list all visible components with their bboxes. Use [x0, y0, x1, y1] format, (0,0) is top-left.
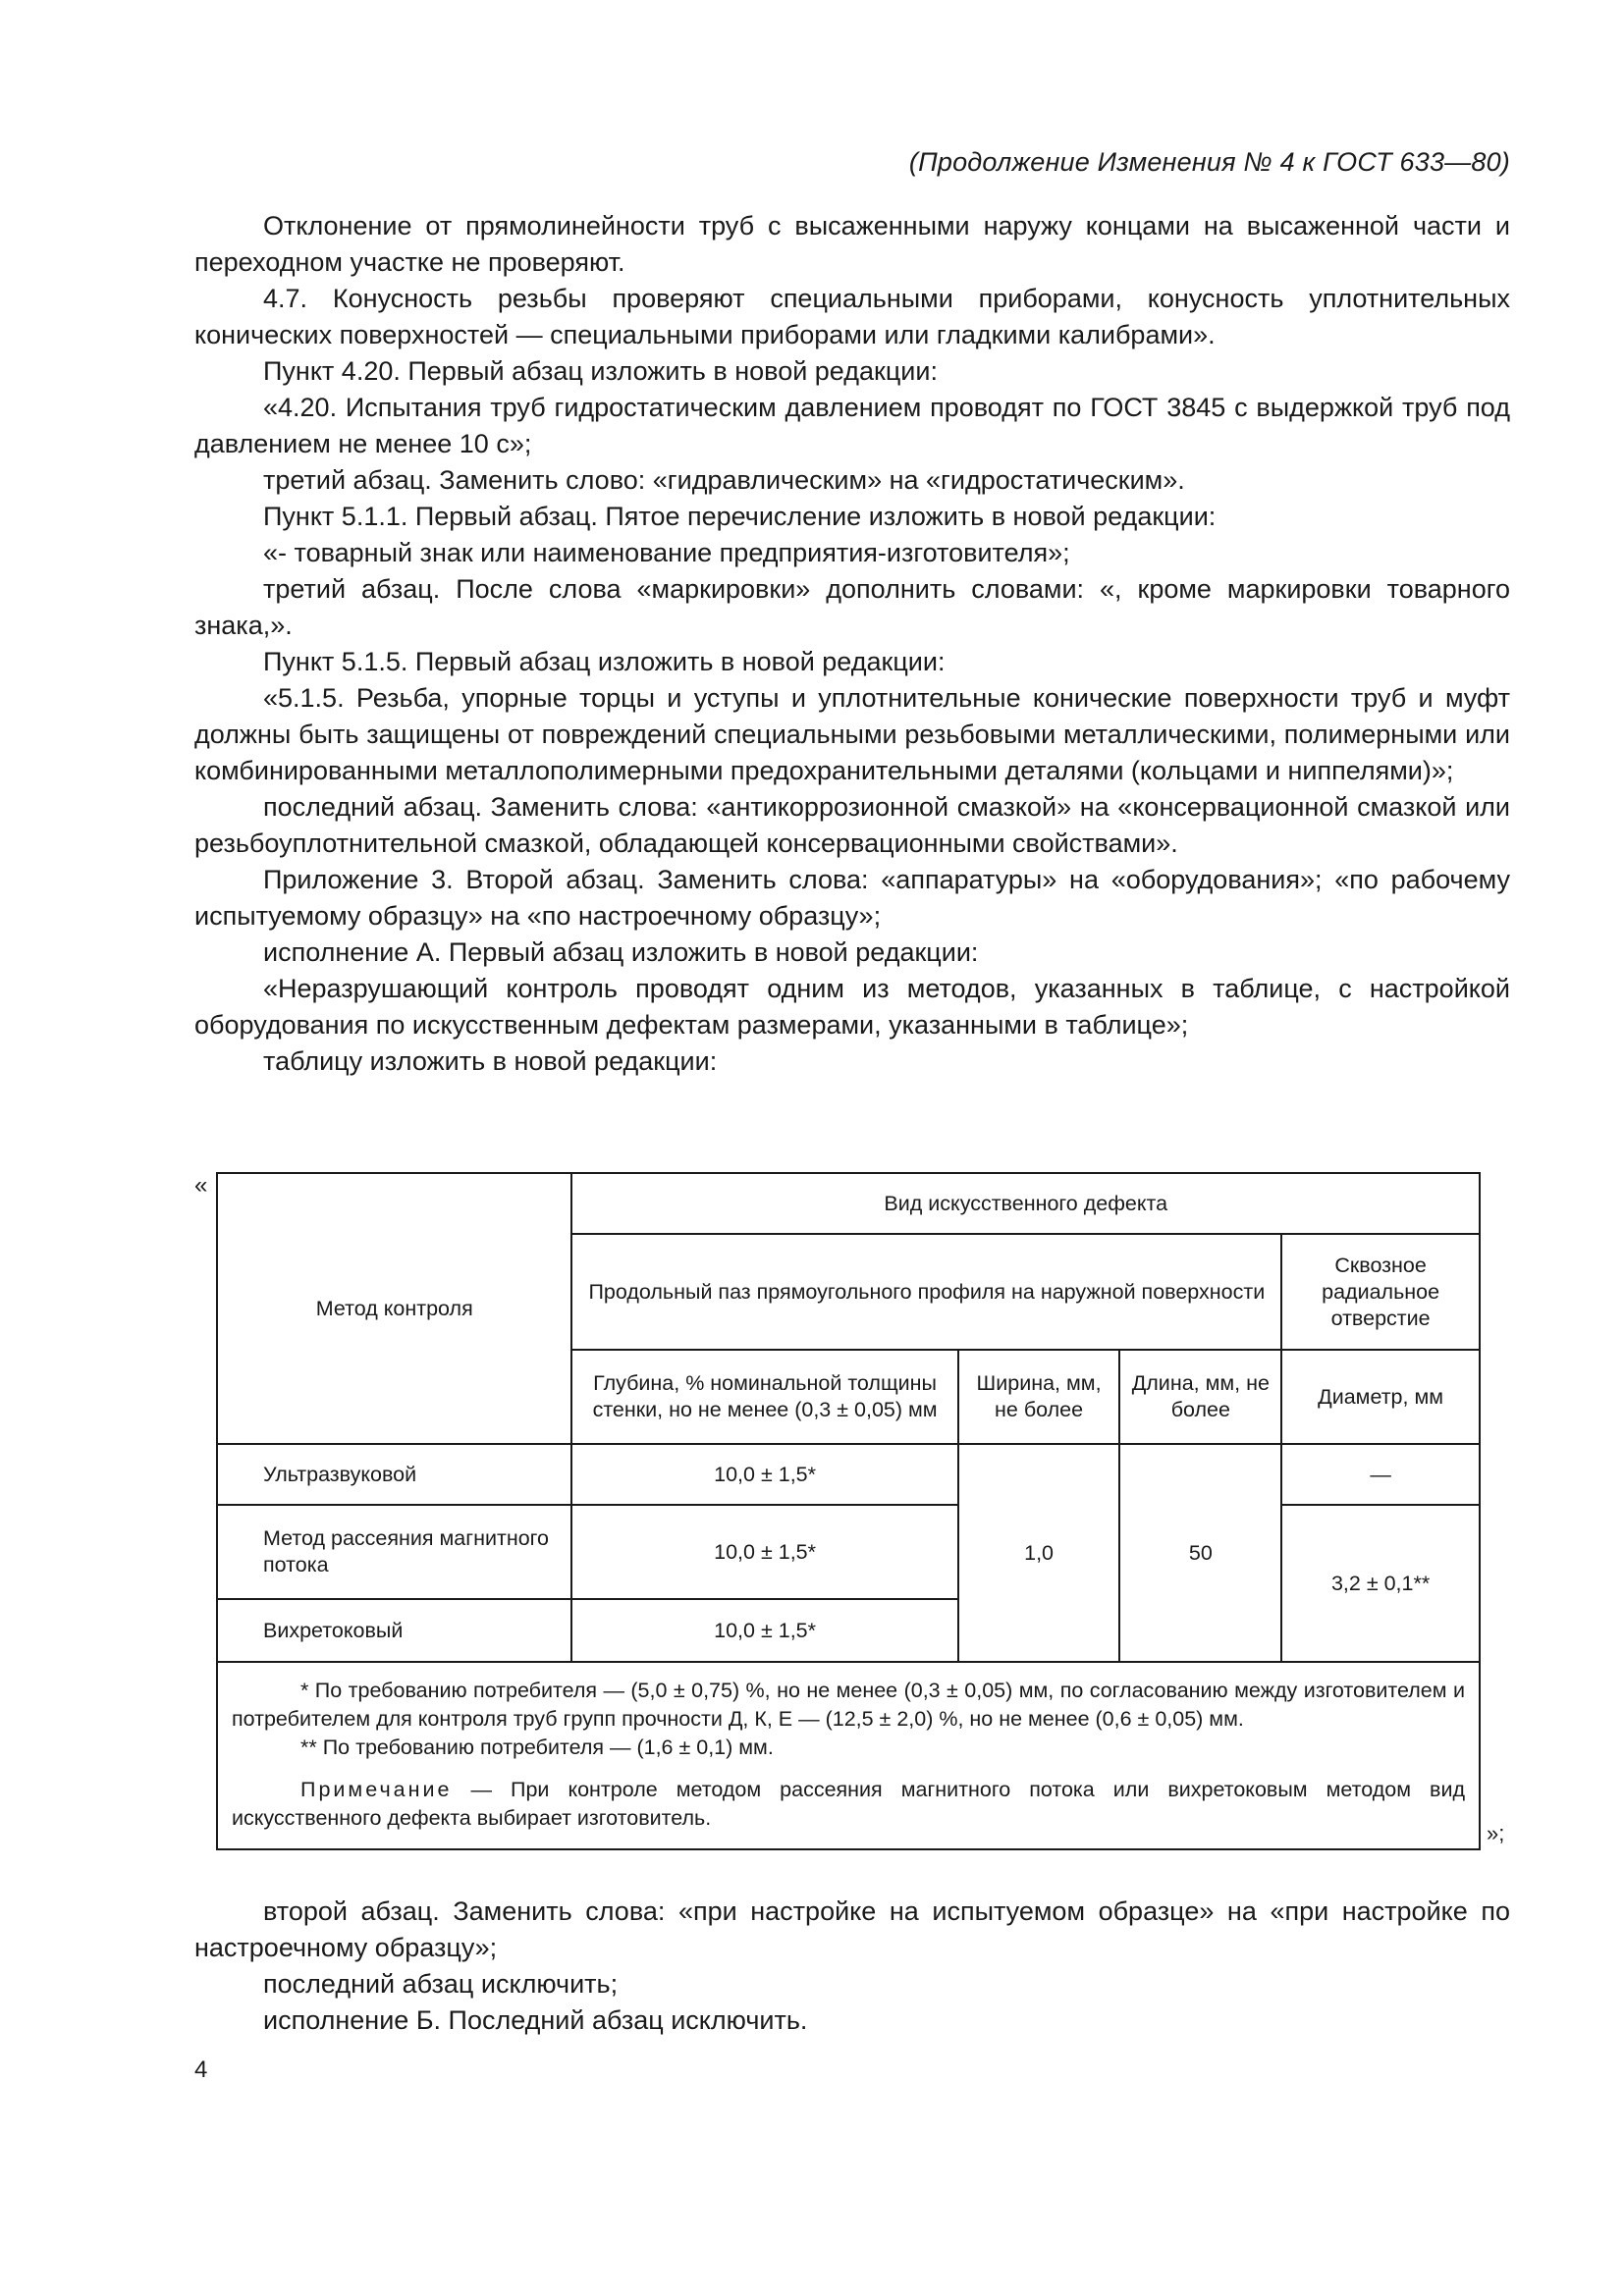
note-text: — При контроле методом рассеяния магнитного потока или вихретоковым методом вид искусственного дефекта выбирает изготовитель.: [232, 1778, 1465, 1830]
paragraph: «5.1.5. Резьба, упорные торцы и уступы и уплотнительные конические поверхности труб и муфт должны быть защищены от повреждений специальными резьбовыми металлическими, полимерными или комбинированными металлополимерными предохранительными деталями (кольцами и ниппелями)»;: [194, 683, 1510, 785]
body-text: [194, 208, 1510, 1080]
paragraph: Пункт 5.1.5. Первый абзац изложить в новой редакции:: [263, 647, 946, 676]
depth-cell: 10,0 ± 1,5*: [571, 1505, 957, 1599]
table-footnotes: [217, 1662, 1480, 1849]
method-cell: Ультразвуковой: [217, 1444, 571, 1505]
paragraph: «- товарный знак или наименование предприятия-изготовителя»;: [263, 538, 1070, 567]
header-length: Длина, мм, не более: [1119, 1350, 1281, 1444]
paragraph: исполнение А. Первый абзац изложить в новой редакции:: [263, 937, 979, 967]
paragraph: таблицу изложить в новой редакции:: [263, 1046, 718, 1076]
width-cell: 1,0: [958, 1444, 1120, 1662]
page-number: 4: [194, 2056, 208, 2083]
paragraph: последний абзац исключить;: [263, 1969, 619, 1999]
paragraph: третий абзац. Заменить слово: «гидравлическим» на «гидростатическим».: [263, 465, 1185, 495]
note-label: Примечание: [300, 1778, 453, 1801]
paragraph: исполнение Б. Последний абзац исключить.: [263, 2005, 808, 2035]
paragraph: Пункт 4.20. Первый абзац изложить в новой редакции:: [263, 356, 938, 386]
footnote: * По требованию потребителя — (5,0 ± 0,75) %, но не менее (0,3 ± 0,05) мм, по согласованию между изготовителем и потребителем для контроля труб групп прочности Д, К, Е — (12,5 ± 2,0) %, но не менее (0,6 ± 0,05) мм.: [232, 1679, 1465, 1731]
header-hole: Сквозное радиальное отверстие: [1281, 1234, 1480, 1350]
paragraph: последний абзац. Заменить слова: «антикоррозионной смазкой» на «консервационной смазкой или резьбоуплотнительной смазкой, обладающей консервационными свойствами».: [194, 792, 1510, 858]
paragraph: третий абзац. После слова «маркировки» дополнить словами: «, кроме маркировки товарного знака,».: [194, 574, 1510, 640]
table-note: [232, 1776, 1465, 1833]
header-diameter: Диаметр, мм: [1281, 1350, 1480, 1444]
paragraph: Отклонение от прямолинейности труб с высаженными наружу концами на высаженной части и переходном участке не проверяют.: [194, 211, 1510, 277]
diameter-cell: 3,2 ± 0,1**: [1281, 1505, 1480, 1662]
paragraph: Приложение 3. Второй абзац. Заменить слова: «аппаратуры» на «оборудования»; «по рабочему испытуемому образцу» на «по настроечному образцу»;: [194, 865, 1510, 931]
header-width: Ширина, мм, не более: [958, 1350, 1120, 1444]
paragraph: «Неразрушающий контроль проводят одним из методов, указанных в таблице, с настройкой оборудования по искусственным дефектам размерами, указанными в таблице»;: [194, 974, 1510, 1040]
header-method: Метод контроля: [217, 1173, 571, 1444]
depth-cell: 10,0 ± 1,5*: [571, 1599, 957, 1662]
method-cell: Метод рассеяния магнитного потока: [217, 1505, 571, 1599]
body-text-after: [194, 1894, 1510, 2039]
paragraph: 4.7. Конусность резьбы проверяют специальными приборами, конусность уплотнительных конических поверхностей — специальными приборами или гладкими калибрами».: [194, 284, 1510, 349]
header-groove: Продольный паз прямоугольного профиля на наружной поверхности: [571, 1234, 1281, 1350]
length-cell: 50: [1119, 1444, 1281, 1662]
defects-table: [216, 1172, 1481, 1850]
table-close-quote: »;: [1487, 1821, 1505, 1845]
page-header: (Продолжение Изменения № 4 к ГОСТ 633—80): [908, 147, 1510, 177]
header-defect-type: Вид искусственного дефекта: [571, 1173, 1480, 1234]
paragraph: второй абзац. Заменить слова: «при настройке на испытуемом образце» на «при настройке по настроечному образцу»;: [194, 1896, 1510, 1962]
depth-cell: 10,0 ± 1,5*: [571, 1444, 957, 1505]
method-cell: Вихретоковый: [217, 1599, 571, 1662]
paragraph: Пункт 5.1.1. Первый абзац. Пятое перечисление изложить в новой редакции:: [263, 502, 1217, 531]
paragraph: «4.20. Испытания труб гидростатическим давлением проводят по ГОСТ 3845 с выдержкой труб под давлением не менее 10 с»;: [194, 393, 1510, 458]
header-depth: Глубина, % номинальной толщины стенки, но не менее (0,3 ± 0,05) мм: [571, 1350, 957, 1444]
footnote: ** По требованию потребителя — (1,6 ± 0,1) мм.: [300, 1735, 774, 1759]
diameter-cell: —: [1281, 1444, 1480, 1505]
table-open-quote: «: [194, 1172, 208, 1199]
